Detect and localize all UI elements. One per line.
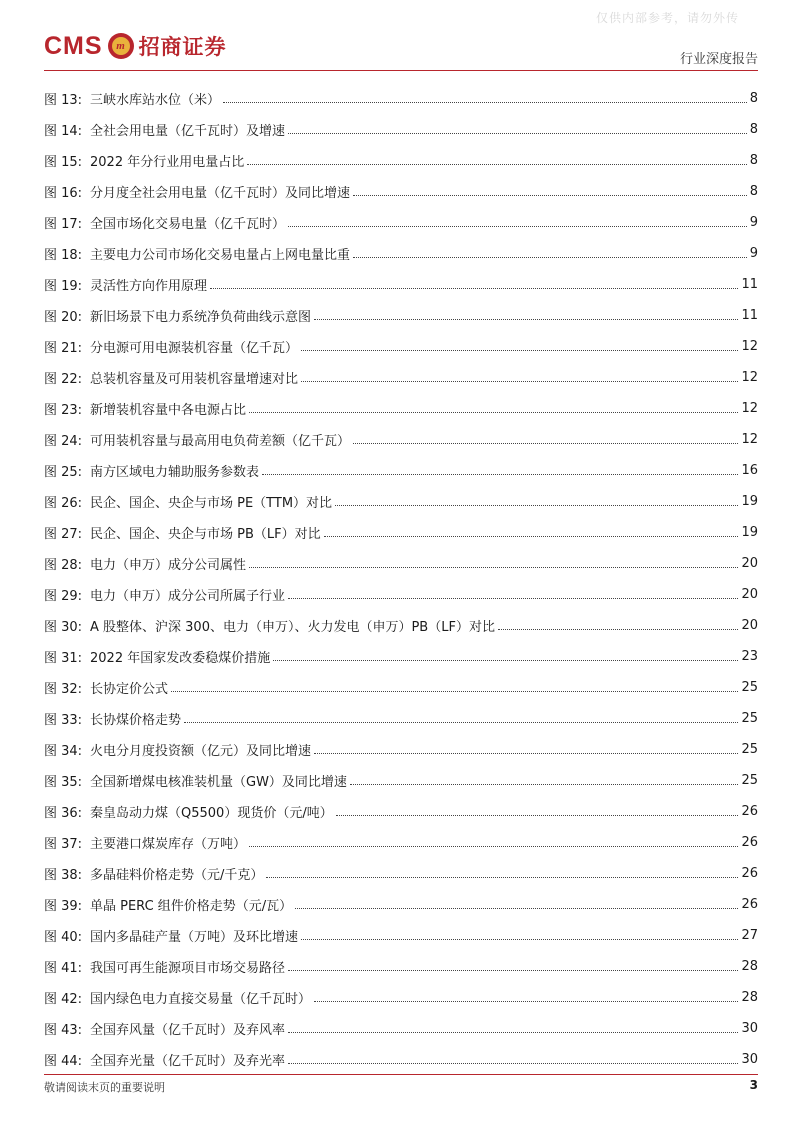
- toc-figure-number: 图 29:: [44, 589, 83, 604]
- toc-page-number: 16: [741, 463, 758, 478]
- toc-page-number: 25: [741, 680, 758, 695]
- toc-dot-leader: [273, 660, 738, 661]
- toc-figure-title: 灵活性方向作用原理: [90, 279, 208, 294]
- toc-figure-title: 我国可再生能源项目市场交易路径: [90, 961, 286, 976]
- toc-page-number: 11: [741, 277, 758, 292]
- toc-page-number: 20: [741, 556, 758, 571]
- toc-figure-number: 图 19:: [44, 279, 83, 294]
- toc-figure-title: 全国弃风量（亿千瓦时）及弃风率: [90, 1023, 286, 1038]
- disclaimer-note: 敬请阅读末页的重要说明: [44, 1081, 165, 1094]
- toc-dot-leader: [249, 846, 738, 847]
- toc-entry[interactable]: [44, 548, 758, 579]
- toc-figure-title: 长协煤价格走势: [90, 713, 182, 728]
- toc-figure-number: 图 44:: [44, 1054, 83, 1069]
- toc-page-number: 11: [741, 308, 758, 323]
- toc-figure-title: 国内绿色电力直接交易量（亿千瓦时）: [90, 992, 312, 1007]
- toc-entry[interactable]: [44, 269, 758, 300]
- toc-entry[interactable]: [44, 455, 758, 486]
- toc-figure-title: 多晶硅料价格走势（元/千克）: [90, 868, 264, 883]
- toc-figure-number: 图 38:: [44, 868, 83, 883]
- toc-dot-leader: [350, 784, 739, 785]
- toc-dot-leader: [288, 970, 738, 971]
- toc-figure-title: 可用装机容量与最高用电负荷差额（亿千瓦）: [90, 434, 351, 449]
- toc-page-number: 30: [741, 1052, 758, 1067]
- toc-entry[interactable]: [44, 982, 758, 1013]
- toc-entry[interactable]: [44, 672, 758, 703]
- toc-figure-number: 图 35:: [44, 775, 83, 790]
- toc-page-number: 19: [741, 494, 758, 509]
- toc-page-number: 12: [741, 401, 758, 416]
- toc-page-number: 19: [741, 525, 758, 540]
- header-divider: [44, 70, 758, 71]
- toc-figure-number: 图 27:: [44, 527, 83, 542]
- toc-figure-title: 分电源可用电源装机容量（亿千瓦）: [90, 341, 299, 356]
- toc-dot-leader: [210, 288, 738, 289]
- toc-page-number: 8: [749, 122, 758, 137]
- toc-figure-title: 2022 年分行业用电量占比: [90, 155, 245, 170]
- toc-figure-title: 国内多晶硅产量（万吨）及环比增速: [90, 930, 299, 945]
- toc-page-number: 27: [741, 928, 758, 943]
- toc-entry[interactable]: [44, 734, 758, 765]
- toc-entry[interactable]: [44, 1013, 758, 1044]
- toc-figure-number: 图 21:: [44, 341, 83, 356]
- toc-entry[interactable]: [44, 331, 758, 362]
- toc-dot-leader: [249, 567, 738, 568]
- toc-dot-leader: [184, 722, 738, 723]
- toc-page-number: 8: [749, 184, 758, 199]
- toc-entry[interactable]: [44, 207, 758, 238]
- report-type-label: 行业深度报告: [679, 52, 758, 67]
- toc-entry[interactable]: [44, 858, 758, 889]
- toc-entry[interactable]: [44, 145, 758, 176]
- toc-page-number: 20: [741, 587, 758, 602]
- toc-dot-leader: [353, 195, 747, 196]
- toc-figure-number: 图 42:: [44, 992, 83, 1007]
- toc-entry[interactable]: [44, 920, 758, 951]
- toc-entry[interactable]: [44, 362, 758, 393]
- toc-page-number: 9: [749, 246, 758, 261]
- toc-figure-number: 图 40:: [44, 930, 83, 945]
- toc-dot-leader: [314, 753, 738, 754]
- toc-figure-title: 2022 年国家发改委稳煤价措施: [90, 651, 271, 666]
- toc-dot-leader: [324, 536, 739, 537]
- toc-dot-leader: [288, 1032, 738, 1033]
- toc-dot-leader: [336, 815, 739, 816]
- toc-figure-number: 图 37:: [44, 837, 83, 852]
- toc-figure-number: 图 31:: [44, 651, 83, 666]
- toc-entry[interactable]: [44, 579, 758, 610]
- logo-cms-text: CMS: [44, 31, 103, 60]
- toc-figure-number: 图 23:: [44, 403, 83, 418]
- toc-page-number: 20: [741, 618, 758, 633]
- toc-dot-leader: [262, 474, 738, 475]
- toc-dot-leader: [301, 939, 738, 940]
- toc-figure-number: 图 20:: [44, 310, 83, 325]
- toc-figure-title: 秦皇岛动力煤（Q5500）现货价（元/吨）: [90, 806, 333, 821]
- footer-divider: [44, 1074, 758, 1075]
- toc-entry[interactable]: [44, 486, 758, 517]
- toc-dot-leader: [247, 164, 747, 165]
- toc-entry[interactable]: [44, 424, 758, 455]
- toc-page-number: 25: [741, 711, 758, 726]
- toc-entry[interactable]: [44, 951, 758, 982]
- page-number: 3: [749, 1078, 758, 1092]
- toc-entry[interactable]: [44, 827, 758, 858]
- toc-dot-leader: [301, 350, 738, 351]
- toc-entry[interactable]: [44, 300, 758, 331]
- toc-figure-title: A 股整体、沪深 300、电力（申万）、火力发电（申万）PB（LF）对比: [90, 620, 495, 635]
- toc-page-number: 8: [749, 153, 758, 168]
- toc-figure-title: 全国市场化交易电量（亿千瓦时）: [90, 217, 286, 232]
- toc-page-number: 12: [741, 370, 758, 385]
- toc-figure-title: 全社会用电量（亿千瓦时）及增速: [90, 124, 286, 139]
- toc-entry[interactable]: [44, 796, 758, 827]
- toc-dot-leader: [288, 133, 747, 134]
- toc-entry[interactable]: [44, 1044, 758, 1075]
- toc-figure-title: 火电分月度投资额（亿元）及同比增速: [90, 744, 312, 759]
- toc-page-number: 8: [749, 91, 758, 106]
- toc-dot-leader: [249, 412, 738, 413]
- toc-entry[interactable]: [44, 238, 758, 269]
- toc-entry[interactable]: [44, 83, 758, 114]
- toc-page-number: 28: [741, 990, 758, 1005]
- toc-entry[interactable]: [44, 703, 758, 734]
- toc-page-number: 26: [741, 897, 758, 912]
- toc-page-number: 25: [741, 773, 758, 788]
- toc-figure-title: 电力（申万）成分公司所属子行业: [90, 589, 286, 604]
- toc-figure-title: 民企、国企、央企与市场 PE（TTM）对比: [90, 496, 333, 511]
- toc-dot-leader: [266, 877, 738, 878]
- toc-entry[interactable]: [44, 517, 758, 548]
- toc-figure-number: 图 13:: [44, 93, 83, 108]
- toc-page-number: 12: [741, 339, 758, 354]
- company-logo: [44, 30, 227, 62]
- toc-figure-number: 图 33:: [44, 713, 83, 728]
- toc-page-number: 26: [741, 866, 758, 881]
- toc-page-number: 26: [741, 835, 758, 850]
- toc-figure-number: 图 14:: [44, 124, 83, 139]
- toc-figure-title: 电力（申万）成分公司属性: [90, 558, 247, 573]
- toc-page-number: 30: [741, 1021, 758, 1036]
- toc-page-number: 9: [749, 215, 758, 230]
- toc-dot-leader: [314, 319, 738, 320]
- toc-figure-number: 图 17:: [44, 217, 83, 232]
- toc-figure-title: 民企、国企、央企与市场 PB（LF）对比: [90, 527, 321, 542]
- toc-figure-number: 图 41:: [44, 961, 83, 976]
- toc-dot-leader: [288, 226, 747, 227]
- toc-figure-title: 单晶 PERC 组件价格走势（元/瓦）: [90, 899, 293, 914]
- toc-figure-number: 图 30:: [44, 620, 83, 635]
- toc-figure-number: 图 26:: [44, 496, 83, 511]
- toc-figure-number: 图 22:: [44, 372, 83, 387]
- toc-entry[interactable]: [44, 641, 758, 672]
- toc-figure-title: 总装机容量及可用装机容量增速对比: [90, 372, 299, 387]
- toc-page-number: 23: [741, 649, 758, 664]
- figure-table-of-contents: [44, 83, 758, 1075]
- toc-dot-leader: [353, 443, 738, 444]
- toc-dot-leader: [498, 629, 739, 630]
- toc-dot-leader: [171, 691, 738, 692]
- toc-entry[interactable]: [44, 889, 758, 920]
- toc-dot-leader: [353, 257, 747, 258]
- toc-figure-number: 图 18:: [44, 248, 83, 263]
- toc-figure-number: 图 43:: [44, 1023, 83, 1038]
- toc-page-number: 12: [741, 432, 758, 447]
- logo-company-name: 招商证券: [138, 35, 227, 59]
- toc-figure-title: 三峡水库站水位（米）: [90, 93, 221, 108]
- toc-dot-leader: [223, 102, 747, 103]
- toc-dot-leader: [295, 908, 738, 909]
- toc-figure-number: 图 24:: [44, 434, 83, 449]
- toc-figure-number: 图 16:: [44, 186, 83, 201]
- toc-entry[interactable]: [44, 114, 758, 145]
- toc-page-number: 25: [741, 742, 758, 757]
- toc-page-number: 28: [741, 959, 758, 974]
- toc-page-number: 26: [741, 804, 758, 819]
- toc-figure-title: 新旧场景下电力系统净负荷曲线示意图: [90, 310, 312, 325]
- toc-figure-title: 主要电力公司市场化交易电量占上网电量比重: [90, 248, 351, 263]
- toc-entry[interactable]: [44, 765, 758, 796]
- toc-entry[interactable]: [44, 610, 758, 641]
- toc-figure-title: 分月度全社会用电量（亿千瓦时）及同比增速: [90, 186, 351, 201]
- toc-figure-number: 图 32:: [44, 682, 83, 697]
- toc-figure-number: 图 25:: [44, 465, 83, 480]
- toc-dot-leader: [301, 381, 738, 382]
- toc-figure-number: 图 15:: [44, 155, 83, 170]
- toc-figure-number: 图 28:: [44, 558, 83, 573]
- toc-figure-number: 图 36:: [44, 806, 83, 821]
- toc-figure-title: 全国弃光量（亿千瓦时）及弃光率: [90, 1054, 286, 1069]
- toc-dot-leader: [288, 598, 738, 599]
- toc-dot-leader: [314, 1001, 738, 1002]
- toc-dot-leader: [288, 1063, 738, 1064]
- toc-figure-number: 图 39:: [44, 899, 83, 914]
- toc-dot-leader: [335, 505, 738, 506]
- toc-entry[interactable]: [44, 176, 758, 207]
- toc-figure-number: 图 34:: [44, 744, 83, 759]
- toc-figure-title: 新增装机容量中各电源占比: [90, 403, 247, 418]
- toc-figure-title: 全国新增煤电核准装机量（GW）及同比增速: [90, 775, 347, 790]
- watermark-text: 仅供内部参考，请勿外传: [596, 11, 740, 25]
- toc-figure-title: 长协定价公式: [90, 682, 169, 697]
- logo-seal-icon: m: [108, 33, 134, 59]
- toc-figure-title: 主要港口煤炭库存（万吨）: [90, 837, 247, 852]
- toc-entry[interactable]: [44, 393, 758, 424]
- toc-figure-title: 南方区域电力辅助服务参数表: [90, 465, 260, 480]
